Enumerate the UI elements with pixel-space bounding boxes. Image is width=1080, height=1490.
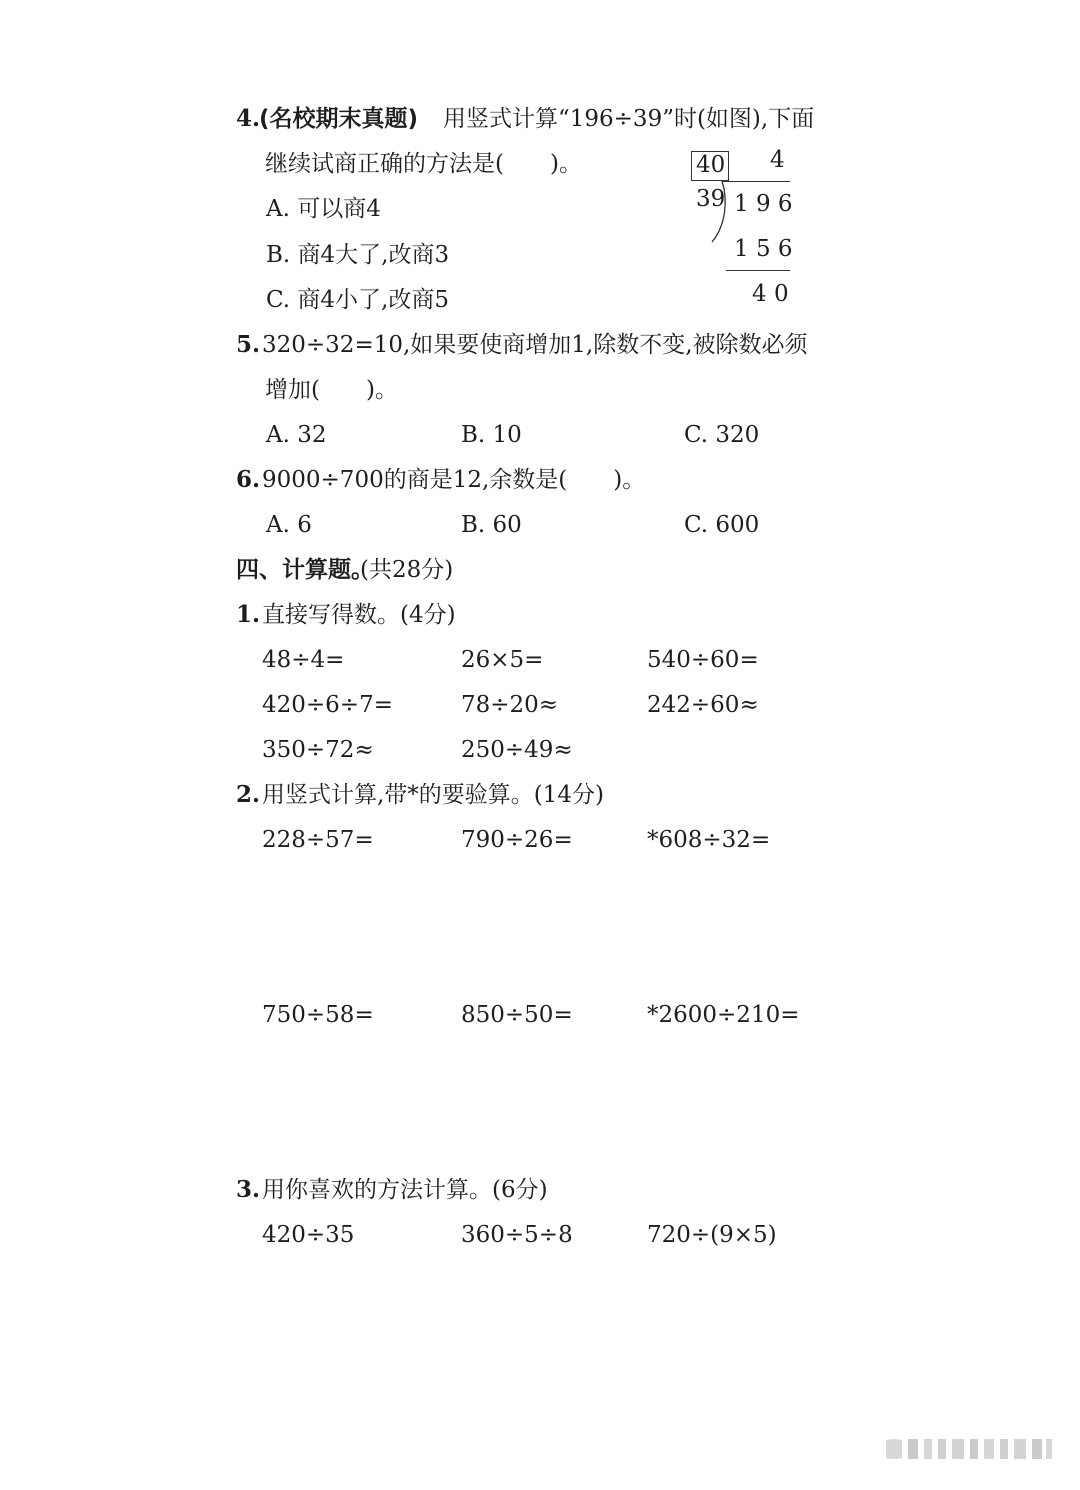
part3-item: 720÷(9×5) (647, 1222, 777, 1248)
q5-option-a: A. 32 (266, 422, 327, 448)
part3-item: 360÷5÷8 (461, 1222, 573, 1248)
q5-stem-line1: 320÷32=10,如果要使商增加1,除数不变,被除数必须 (262, 332, 808, 358)
remainder: 4 0 (752, 281, 789, 307)
part2-item: *608÷32= (647, 827, 771, 853)
watermark-logo (884, 1436, 1056, 1462)
boxed-trial-remainder-value: 40 (696, 152, 726, 178)
product: 1 5 6 (734, 236, 793, 262)
part3-title: 用你喜欢的方法计算。(6分) (262, 1177, 548, 1203)
q5-number: 5. (236, 331, 261, 358)
q4-option-b: B. 商4大了,改商3 (266, 242, 450, 268)
part1-item: 242÷60≈ (647, 692, 759, 718)
q4-stem-line1: 用竖式计算“196÷39”时(如图),下面 (443, 106, 815, 132)
q4-option-a: A. 可以商4 (266, 196, 381, 222)
subtraction-line (726, 270, 790, 271)
q6-option-a: A. 6 (266, 512, 312, 538)
section4-points: (共28分) (360, 557, 454, 583)
q6-stem: 9000÷700的商是12,余数是( )。 (262, 467, 646, 493)
q6-option-c: C. 600 (684, 512, 760, 538)
part1-item: 350÷72≈ (262, 737, 374, 763)
q4-tag: (名校期末真题) (259, 106, 419, 132)
division-bar (722, 181, 790, 182)
q4-option-c: C. 商4小了,改商5 (266, 287, 449, 313)
part2-item: 790÷26= (461, 827, 573, 853)
part1-item: 540÷60= (647, 647, 759, 673)
dividend: 1 9 6 (734, 191, 793, 217)
part3-number: 3. (236, 1176, 261, 1203)
part1-item: 26×5= (461, 647, 544, 673)
divisor: 39 (696, 186, 726, 212)
part2-number: 2. (236, 781, 261, 808)
part1-number: 1. (236, 601, 261, 628)
section4-title: 四、计算题。 (236, 557, 374, 583)
part1-title: 直接写得数。(4分) (262, 602, 456, 628)
part1-item: 250÷49≈ (461, 737, 573, 763)
part3-item: 420÷35 (262, 1222, 355, 1248)
part1-item: 78÷20≈ (461, 692, 559, 718)
part2-item: 850÷50= (461, 1002, 573, 1028)
q4-number: 4. (236, 105, 261, 132)
part1-item: 48÷4= (262, 647, 345, 673)
part2-item: 750÷58= (262, 1002, 374, 1028)
q5-option-c: C. 320 (684, 422, 760, 448)
q5-option-b: B. 10 (461, 422, 522, 448)
q4-stem-line2: 继续试商正确的方法是( )。 (265, 151, 582, 177)
q5-stem-line2: 增加( )。 (265, 377, 398, 403)
q6-option-b: B. 60 (461, 512, 522, 538)
part2-item: *2600÷210= (647, 1002, 800, 1028)
part2-title: 用竖式计算,带*的要验算。(14分) (262, 782, 605, 808)
q6-number: 6. (236, 466, 261, 493)
part1-item: 420÷6÷7= (262, 692, 393, 718)
part2-item: 228÷57= (262, 827, 374, 853)
quotient-digit: 4 (770, 147, 785, 173)
